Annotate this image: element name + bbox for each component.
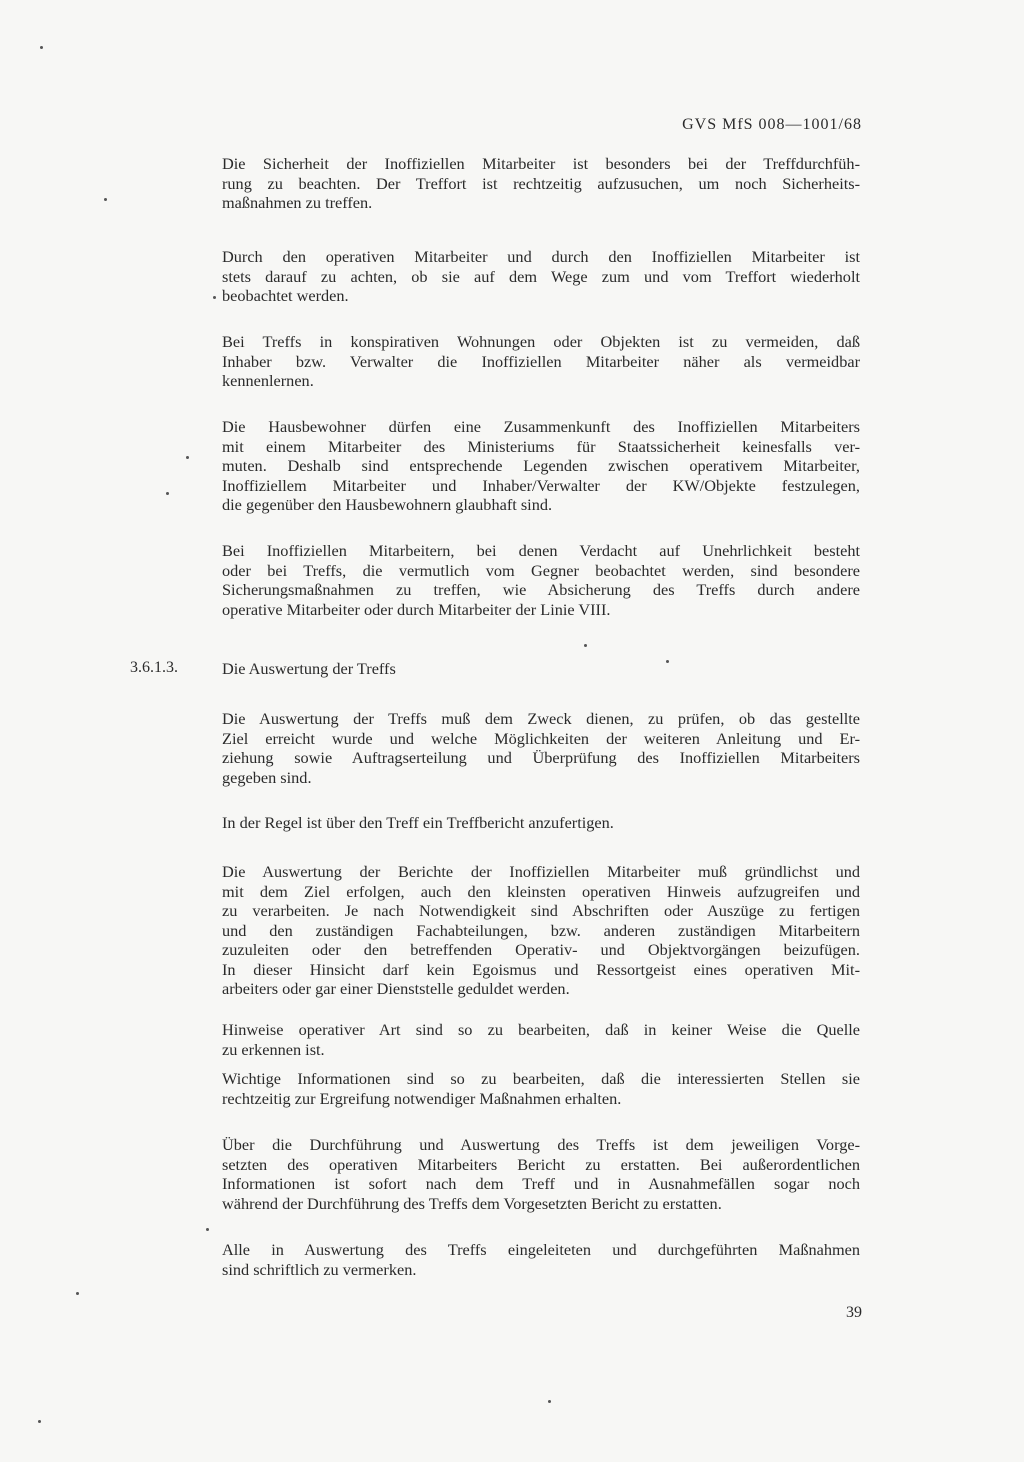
paragraph-9	[222, 1020, 860, 1059]
text-line: Sicherungsmaßnahmen zu treffen, wie Absicherung des Treffs durch andere	[222, 580, 860, 599]
text-line: Inhaber bzw. Verwalter die Inoffiziellen Mitarbeiter näher als vermeidbar	[222, 351, 860, 371]
text-line: mit dem Ziel erfolgen, auch den kleinsten operativen Hinweis aufzugreifen und	[222, 881, 860, 901]
scan-speck	[666, 660, 669, 663]
text-line: Ziel erreicht wurde und welche Möglichkeiten der weiteren Anleitung und Er-	[222, 728, 860, 748]
text-line: rung zu beachten. Der Treffort ist rechtzeitig aufzusuchen, um noch Sicherheits-	[222, 173, 860, 193]
text-line: Informationen ist sofort nach dem Treff und in Ausnahmefällen sogar noch	[222, 1174, 860, 1193]
text-line: stets darauf zu achten, ob sie auf dem Wege zum und vom Treffort wiederholt	[222, 266, 860, 286]
scan-speck	[104, 198, 107, 201]
text-line: Alle in Auswertung des Treffs eingeleiteten und durchgeführten Maßnahmen	[222, 1240, 860, 1259]
paragraph-3	[222, 332, 860, 391]
scan-speck	[548, 1400, 551, 1403]
text-line: während der Durchführung des Treffs dem Vorgesetzten Bericht zu erstatten.	[222, 1193, 722, 1213]
scan-speck	[76, 1292, 79, 1295]
text-line: gegeben sind.	[222, 767, 312, 787]
text-line: ziehung sowie Auftragserteilung und Überprüfung des Inoffiziellen Mitarbeiters	[222, 748, 860, 767]
text-line: zuzuleiten oder den betreffenden Operativ- und Objektvorgängen beizufügen.	[222, 940, 860, 959]
scan-speck	[38, 1420, 41, 1423]
text-line: muten. Deshalb sind entsprechende Legenden zwischen operativem Mitarbeiter,	[222, 456, 860, 475]
scan-speck	[40, 46, 43, 49]
text-line: beobachtet werden.	[222, 286, 349, 305]
text-line: zu verarbeiten. Je nach Notwendigkeit sind Abschriften oder Auszüge zu fertigen	[222, 901, 860, 920]
text-line: Inoffiziellem Mitarbeiter und Inhaber/Verwalter der KW/Objekte festzulegen,	[222, 475, 860, 495]
paragraph-10	[222, 1069, 860, 1108]
text-line: die gegenüber den Hausbewohnern glaubhaft sind.	[222, 495, 553, 514]
scan-speck	[584, 644, 587, 647]
text-line: operative Mitarbeiter oder durch Mitarbeiter der Linie VIII.	[222, 599, 611, 619]
document-reference: GVS MfS 008—1001/68	[682, 116, 862, 133]
paragraph-5	[222, 541, 860, 619]
paragraph-6	[222, 709, 860, 787]
text-line: kennenlernen.	[222, 371, 314, 390]
text-line: Bei Inoffiziellen Mitarbeitern, bei denen Verdacht auf Unehrlichkeit besteht	[222, 541, 860, 560]
scan-speck	[186, 456, 189, 459]
text-line: Die Hausbewohner dürfen eine Zusammenkunft des Inoffiziellen Mitarbeiters	[222, 417, 860, 436]
text-line: oder bei Treffs, die vermutlich vom Gegner beobachtet werden, sind besondere	[222, 560, 860, 580]
scan-speck	[213, 296, 216, 299]
text-line: zu erkennen ist.	[222, 1039, 325, 1059]
text-line: und den zuständigen Fachabteilungen, bzw. anderen zuständigen Mitarbeitern	[222, 920, 860, 940]
text-line: Bei Treffs in konspirativen Wohnungen oder Objekten ist zu vermeiden, daß	[222, 332, 860, 351]
paragraph-12	[222, 1240, 860, 1279]
text-line: mit einem Mitarbeiter des Ministeriums für Staatssicherheit keinesfalls ver-	[222, 436, 860, 456]
page-number: 39	[846, 1304, 862, 1321]
text-line: Die Auswertung der Berichte der Inoffiziellen Mitarbeiter muß gründlichst und	[222, 862, 860, 881]
text-line: Durch den operativen Mitarbeiter und durch den Inoffiziellen Mitarbeiter ist	[222, 247, 860, 266]
text-line: Wichtige Informationen sind so zu bearbeiten, daß die interessierten Stellen sie	[222, 1069, 860, 1088]
paragraph-8	[222, 862, 860, 999]
paragraph-2	[222, 247, 860, 306]
section-title: Die Auswertung der Treffs	[222, 659, 396, 678]
text-line: In dieser Hinsicht darf kein Egoismus und Ressortgeist eines operativen Mit-	[222, 959, 860, 979]
text-line: In der Regel ist über den Treff ein Treffbericht anzufertigen.	[222, 813, 614, 832]
text-line: setzten des operativen Mitarbeiters Bericht zu erstatten. Bei außerordentlichen	[222, 1154, 860, 1174]
text-line: sind schriftlich zu vermerken.	[222, 1259, 417, 1279]
text-line: maßnahmen zu treffen.	[222, 193, 373, 212]
section-number: 3.6.1.3.	[130, 659, 178, 676]
text-line: arbeiters oder gar einer Dienststelle geduldet werden.	[222, 979, 570, 998]
text-line: Über die Durchführung und Auswertung des Treffs ist dem jeweiligen Vorge-	[222, 1135, 860, 1154]
paragraph-4	[222, 417, 860, 515]
text-line: Hinweise operativer Art sind so zu bearbeiten, daß in keiner Weise die Quelle	[222, 1020, 860, 1039]
text-line: Die Auswertung der Treffs muß dem Zweck dienen, zu prüfen, ob das gestellte	[222, 709, 860, 728]
paragraph-1	[222, 154, 860, 213]
scan-speck	[166, 492, 169, 495]
paragraph-11	[222, 1135, 860, 1213]
scan-speck	[206, 1228, 209, 1231]
paragraph-7	[222, 813, 860, 833]
text-line: rechtzeitig zur Ergreifung notwendiger Maßnahmen erhalten.	[222, 1088, 622, 1108]
text-line: Die Sicherheit der Inoffiziellen Mitarbeiter ist besonders bei der Treffdurchfüh-	[222, 154, 860, 173]
